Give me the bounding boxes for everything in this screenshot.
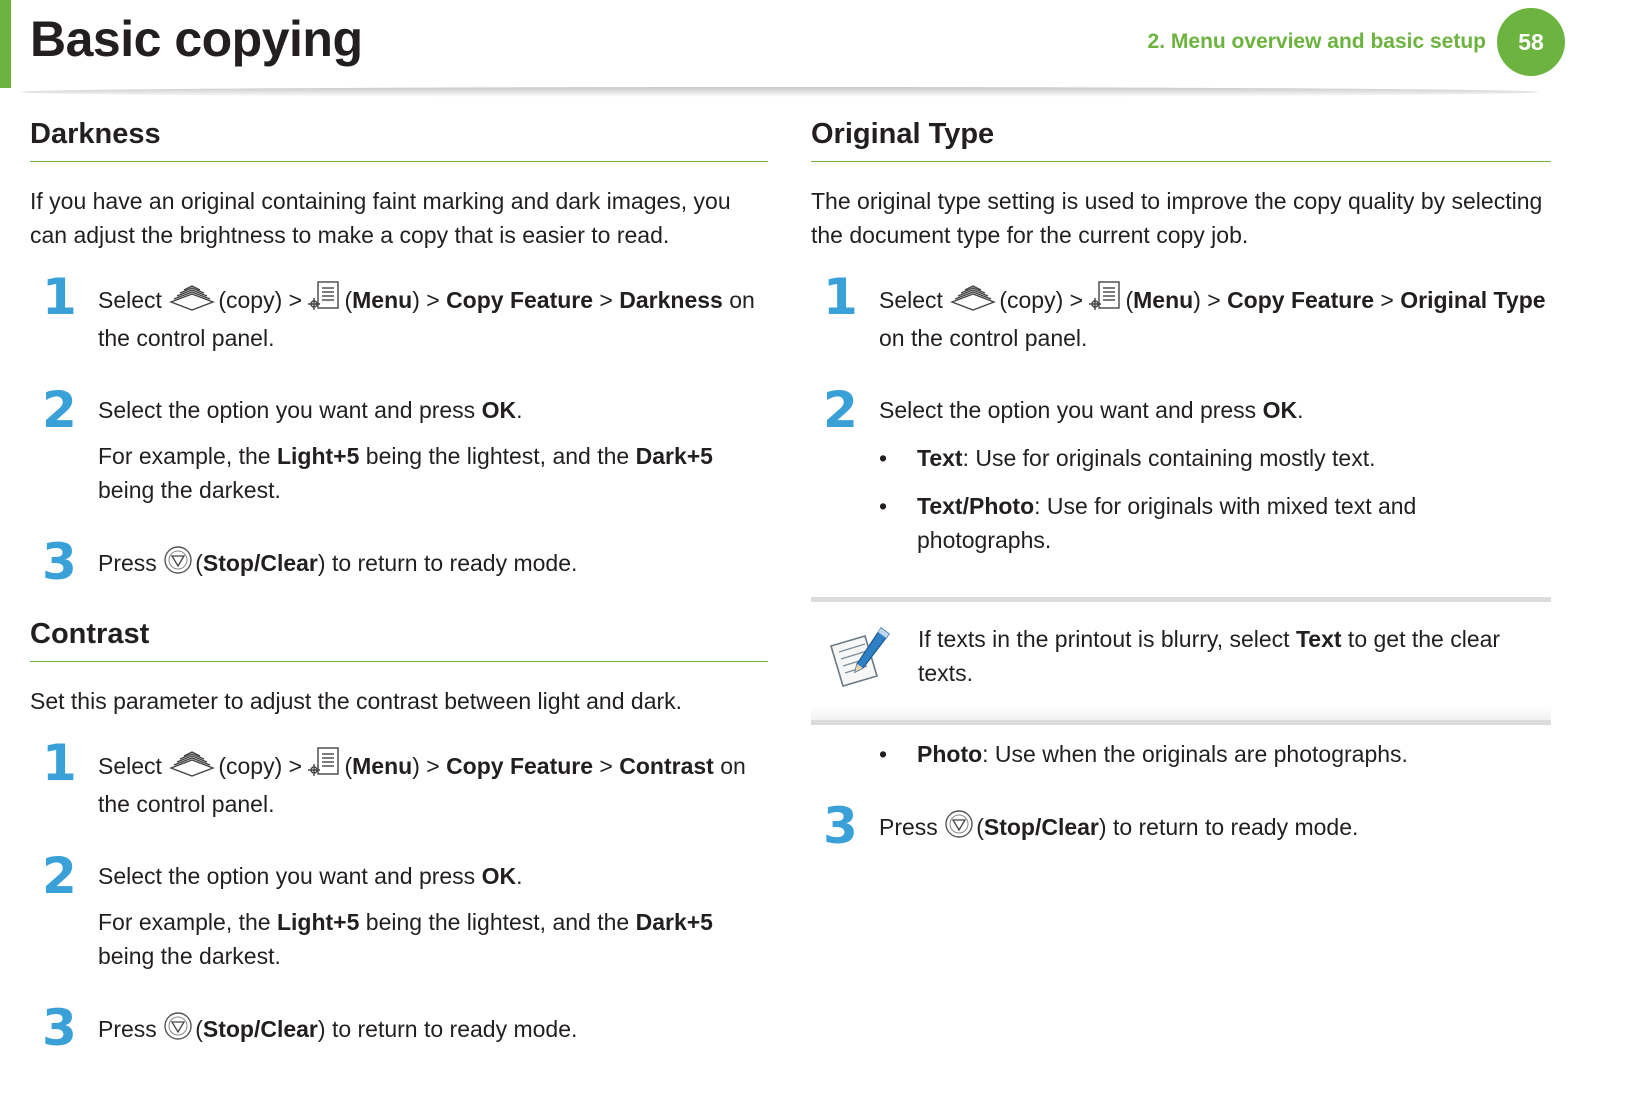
step-text: Select (copy) > (Menu) > Copy Feature > Darkness on the control panel. bbox=[98, 280, 768, 355]
step-3 bbox=[811, 797, 1551, 855]
step-number: 1 bbox=[823, 268, 858, 326]
note-text: If texts in the printout is blurry, select Text to get the clear texts. bbox=[918, 626, 1501, 686]
original-type-section bbox=[811, 118, 1551, 855]
section-intro: The original type setting is used to improve the copy quality by selecting the document type for the current copy job. bbox=[811, 188, 1543, 248]
page-title: Basic copying bbox=[30, 11, 363, 67]
step-number: 3 bbox=[823, 797, 858, 855]
step-2 bbox=[30, 381, 768, 507]
step-example: For example, the Light+5 being the lightest, and the Dark+5 being the darkest. bbox=[98, 909, 713, 969]
stop-clear-icon bbox=[944, 809, 974, 848]
chapter-title: 2. Menu overview and basic setup bbox=[1147, 30, 1486, 53]
step-3 bbox=[30, 533, 768, 591]
step-example: For example, the Light+5 being the lightest, and the Dark+5 being the darkest. bbox=[98, 443, 713, 503]
step-number: 1 bbox=[42, 734, 77, 792]
step-number: 2 bbox=[42, 847, 77, 905]
step-number: 2 bbox=[42, 381, 77, 439]
step-text: Select (copy) > (Menu) > Copy Feature > Original Type on the control panel. bbox=[879, 280, 1551, 355]
menu-icon bbox=[308, 280, 342, 321]
step-3 bbox=[30, 999, 768, 1057]
step-number: 3 bbox=[42, 999, 77, 1057]
section-heading: Contrast bbox=[30, 618, 768, 662]
section-intro: If you have an original containing faint marking and dark images, you can adjust the brightness to make a copy that is easier to read. bbox=[30, 188, 731, 248]
step-text: Select the option you want and press OK. bbox=[98, 863, 523, 889]
left-column bbox=[30, 118, 768, 1057]
section-heading: Original Type bbox=[811, 118, 1551, 162]
step-1 bbox=[30, 734, 768, 821]
stop-clear-icon bbox=[163, 1011, 193, 1050]
note-pencil-icon bbox=[825, 624, 895, 695]
option-text: • Text: Use for originals containing mostly text. bbox=[879, 441, 1551, 475]
contrast-section bbox=[30, 618, 768, 1057]
step-text: Select the option you want and press OK. bbox=[98, 397, 523, 423]
step-number: 1 bbox=[42, 268, 77, 326]
option-photo: • Photo: Use when the originals are photographs. bbox=[879, 737, 1551, 771]
copy-icon bbox=[949, 282, 997, 321]
menu-icon bbox=[1089, 280, 1123, 321]
note-box bbox=[811, 597, 1551, 725]
section-heading: Darkness bbox=[30, 118, 768, 162]
menu-icon bbox=[308, 746, 342, 787]
stop-clear-icon bbox=[163, 545, 193, 584]
step-text: Select (copy) > (Menu) > Copy Feature > Contrast on the control panel. bbox=[98, 746, 768, 821]
page-number-badge: 58 bbox=[1497, 8, 1565, 76]
copy-icon bbox=[168, 748, 216, 787]
step-2 bbox=[30, 847, 768, 973]
section-intro: Set this parameter to adjust the contrast between light and dark. bbox=[30, 688, 683, 714]
bullet-dot: • bbox=[879, 493, 888, 519]
step-1 bbox=[811, 268, 1551, 355]
step-text: Press (Stop/Clear) to return to ready mode. bbox=[98, 545, 768, 584]
header-divider bbox=[20, 87, 1538, 97]
copy-icon bbox=[168, 282, 216, 321]
step-2 bbox=[811, 381, 1551, 557]
darkness-section bbox=[30, 118, 768, 591]
step-1 bbox=[30, 268, 768, 355]
step-text: Press (Stop/Clear) to return to ready mode. bbox=[98, 1011, 768, 1050]
step-2-continued bbox=[811, 737, 1551, 771]
bullet-dot: • bbox=[879, 741, 888, 767]
header-accent-bar bbox=[0, 0, 11, 88]
bullet-dot: • bbox=[879, 445, 888, 471]
step-number: 2 bbox=[823, 381, 858, 439]
option-text-photo: • Text/Photo: Use for originals with mixed text and photographs. bbox=[879, 489, 1551, 557]
step-text: Select the option you want and press OK. bbox=[879, 397, 1304, 423]
right-column bbox=[811, 118, 1551, 855]
step-number: 3 bbox=[42, 533, 77, 591]
step-text: Press (Stop/Clear) to return to ready mode. bbox=[879, 809, 1551, 848]
